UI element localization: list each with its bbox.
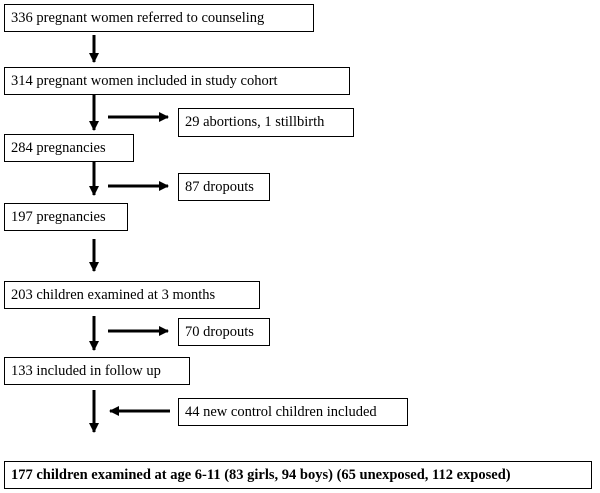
box-abortions-label: 29 abortions, 1 stillbirth [185,114,325,131]
box-examined-3-months-label: 203 children examined at 3 months [11,286,216,303]
box-referred-label: 336 pregnant women referred to counseling [11,9,265,26]
box-abortions [178,108,354,137]
box-dropouts-87 [178,173,270,201]
box-cohort [4,67,350,95]
box-pregnancies-284-label: 284 pregnancies [11,139,106,156]
box-new-controls [178,398,408,426]
box-new-controls-label: 44 new control children included [185,403,377,420]
box-dropouts-70 [178,318,270,346]
box-examined-3-months [4,281,260,309]
box-follow-up [4,357,190,385]
box-follow-up-label: 133 included in follow up [11,362,161,379]
box-final [4,461,592,489]
box-dropouts-70-label: 70 dropouts [185,323,254,340]
box-final-label: 177 children examined at age 6-11 (83 girls, 94 boys) (65 unexposed, 112 exposed) [11,466,511,483]
box-pregnancies-197 [4,203,128,231]
box-pregnancies-197-label: 197 pregnancies [11,208,106,225]
box-dropouts-87-label: 87 dropouts [185,178,254,195]
box-pregnancies-284 [4,134,134,162]
box-cohort-label: 314 pregnant women included in study cohort [11,72,278,89]
box-referred [4,4,314,32]
